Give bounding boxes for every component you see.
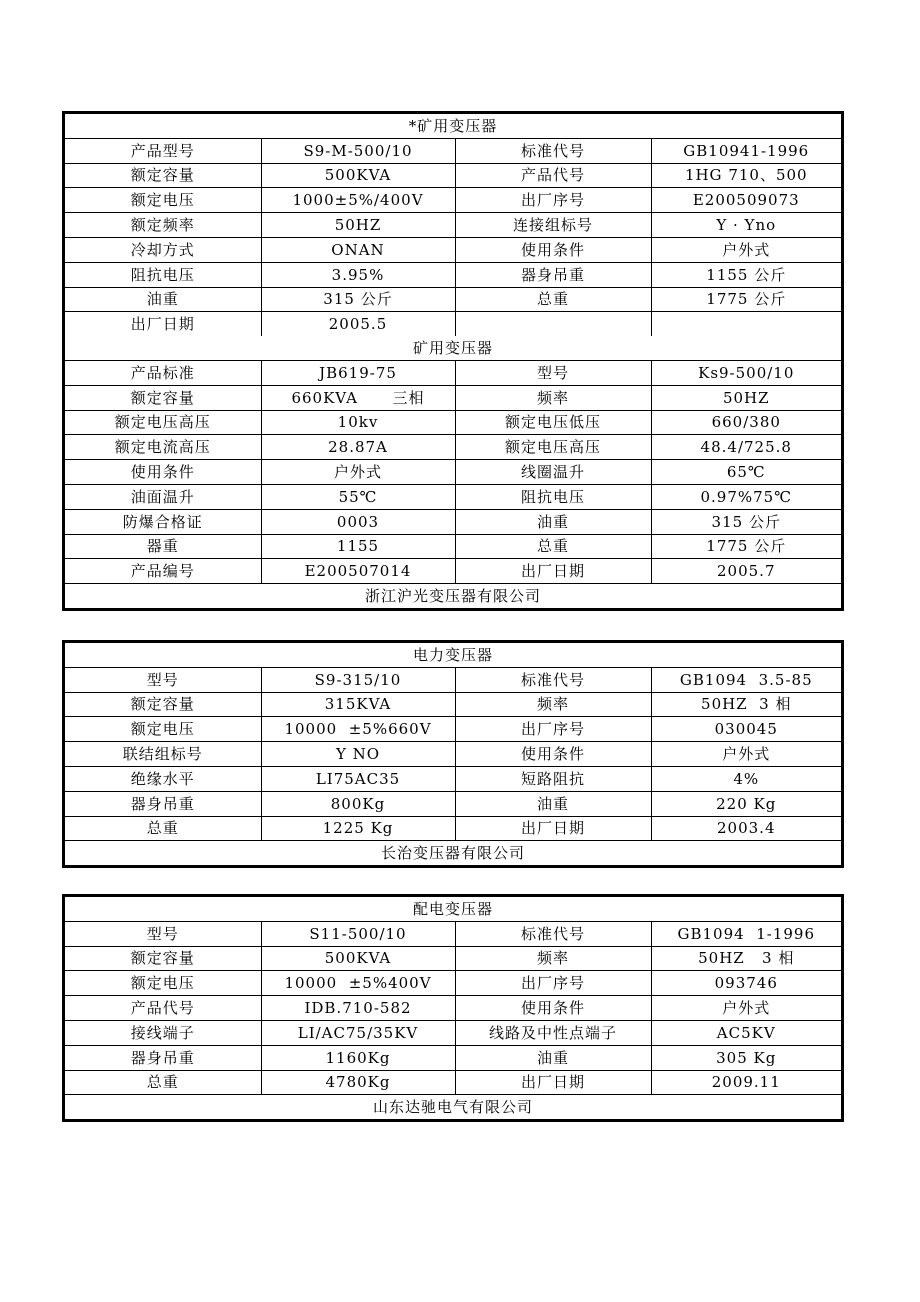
spec-label: 额定容量 (65, 385, 261, 410)
spec-label: 器身吊重 (455, 262, 651, 287)
table-row (65, 262, 841, 287)
spec-value: 500KVA (261, 946, 455, 971)
spec-value: GB1094 1-1996 (651, 921, 841, 946)
table-row (65, 460, 841, 485)
spec-value: 030045 (651, 717, 841, 742)
spec-value: 户外式 (261, 460, 455, 485)
spec-label: 出厂序号 (455, 717, 651, 742)
plate-body-2 (65, 643, 841, 865)
spec-value: LI/AC75/35KV (261, 1020, 455, 1045)
spec-value: 1160Kg (261, 1045, 455, 1070)
plate-title: 配电变压器 (65, 897, 841, 921)
spec-label: 防爆合格证 (65, 509, 261, 534)
spec-value: 315KVA (261, 692, 455, 717)
plate-body-0 (65, 114, 841, 336)
table-row (65, 971, 841, 996)
spec-value: 2005.7 (651, 559, 841, 584)
spec-label: 油重 (455, 791, 651, 816)
table-row (65, 559, 841, 584)
table-row (65, 138, 841, 163)
spec-label: 器身吊重 (65, 1045, 261, 1070)
spec-label: 总重 (455, 534, 651, 559)
spec-value: 2003.4 (651, 816, 841, 841)
spec-label (455, 312, 651, 336)
spec-table-1 (65, 114, 841, 608)
spec-label: 器重 (65, 534, 261, 559)
table-row (65, 816, 841, 841)
spec-value: 50HZ 3 相 (651, 946, 841, 971)
nameplate-distribution-transformer (62, 894, 844, 1122)
spec-label: 额定容量 (65, 163, 261, 188)
table-row (65, 1070, 841, 1095)
spec-label: 绝缘水平 (65, 766, 261, 791)
spec-label: 产品代号 (455, 163, 651, 188)
manufacturer-name-row (65, 841, 841, 865)
spec-label: 标准代号 (455, 667, 651, 692)
spec-label: 使用条件 (455, 237, 651, 262)
spec-value: IDB.710-582 (261, 996, 455, 1021)
spec-value: 500KVA (261, 163, 455, 188)
spec-value: 220 Kg (651, 791, 841, 816)
spec-value: 10000 ±5%400V (261, 971, 455, 996)
table-row (65, 717, 841, 742)
spec-label: 型号 (65, 921, 261, 946)
spec-label: 出厂序号 (455, 188, 651, 213)
spec-label: 型号 (455, 360, 651, 385)
spec-label: 出厂序号 (455, 971, 651, 996)
spec-label: 总重 (65, 1070, 261, 1095)
manufacturer-name: 山东达驰电气有限公司 (65, 1095, 841, 1119)
table-row (65, 667, 841, 692)
spec-value: 0003 (261, 509, 455, 534)
spec-label: 冷却方式 (65, 237, 261, 262)
spec-value: 2009.11 (651, 1070, 841, 1095)
table-row (65, 946, 841, 971)
table-row (65, 692, 841, 717)
spec-value: 315 公斤 (261, 287, 455, 312)
spec-value: GB10941-1996 (651, 138, 841, 163)
table-row (65, 509, 841, 534)
spec-label: 出厂日期 (455, 816, 651, 841)
spec-value: Ks9-500/10 (651, 360, 841, 385)
spec-label: 油面温升 (65, 484, 261, 509)
plate-title: 电力变压器 (65, 643, 841, 667)
spec-value: 2005.5 (261, 312, 455, 336)
spec-value: 55℃ (261, 484, 455, 509)
table-row (65, 163, 841, 188)
spec-value: AC5KV (651, 1020, 841, 1045)
spec-label: 额定电压高压 (455, 435, 651, 460)
table-row (65, 791, 841, 816)
spec-value: 1155 (261, 534, 455, 559)
spec-value: 0.97%75℃ (651, 484, 841, 509)
spec-label: 短路阻抗 (455, 766, 651, 791)
spec-label: 使用条件 (455, 996, 651, 1021)
spec-label: 频率 (455, 692, 651, 717)
spec-value: S11-500/10 (261, 921, 455, 946)
spec-value: 4% (651, 766, 841, 791)
table-row (65, 1045, 841, 1070)
table-row (65, 312, 841, 336)
plate-title: *矿用变压器 (65, 114, 841, 138)
spec-label: 额定电压低压 (455, 410, 651, 435)
table-row (65, 360, 841, 385)
spec-value: S9-315/10 (261, 667, 455, 692)
spec-label: 总重 (455, 287, 651, 312)
spec-label: 线圈温升 (455, 460, 651, 485)
spec-value: 660/380 (651, 410, 841, 435)
spec-value: 1155 公斤 (651, 262, 841, 287)
table-row (65, 410, 841, 435)
spec-value: 48.4/725.8 (651, 435, 841, 460)
spec-label: 出厂日期 (455, 559, 651, 584)
spec-label: 出厂日期 (455, 1070, 651, 1095)
spec-value: Y NO (261, 742, 455, 767)
spec-value: 1775 公斤 (651, 534, 841, 559)
plate-title-row (65, 114, 841, 138)
spec-value: 50HZ 3 相 (651, 692, 841, 717)
spec-value: 1225 Kg (261, 816, 455, 841)
spec-value: 1HG 710、500 (651, 163, 841, 188)
table-row (65, 484, 841, 509)
spec-label: 型号 (65, 667, 261, 692)
manufacturer-name: 浙江沪光变压器有限公司 (65, 584, 841, 608)
spec-value: 093746 (651, 971, 841, 996)
spec-label: 标准代号 (455, 138, 651, 163)
spec-value: 305 Kg (651, 1045, 841, 1070)
plate-title: 矿用变压器 (65, 336, 841, 360)
manufacturer-name-row (65, 1095, 841, 1119)
spec-value: 800Kg (261, 791, 455, 816)
spec-value: LI75AC35 (261, 766, 455, 791)
manufacturer-name: 长治变压器有限公司 (65, 841, 841, 865)
spec-value: 户外式 (651, 237, 841, 262)
plate-title-row (65, 897, 841, 921)
spec-label: 额定电流高压 (65, 435, 261, 460)
spec-value: 660KVA 三相 (261, 385, 455, 410)
spec-value: Y · Yno (651, 213, 841, 238)
manufacturer-name-row (65, 584, 841, 608)
plate-body-1 (65, 336, 841, 608)
table-row (65, 287, 841, 312)
spec-value: 10kv (261, 410, 455, 435)
spec-value: GB1094 3.5-85 (651, 667, 841, 692)
spec-value: 户外式 (651, 742, 841, 767)
table-row (65, 766, 841, 791)
spec-label: 额定频率 (65, 213, 261, 238)
spec-table-3 (65, 897, 841, 1119)
spec-value: 50HZ (261, 213, 455, 238)
table-row (65, 996, 841, 1021)
spec-label: 阻抗电压 (455, 484, 651, 509)
spec-table-2 (65, 643, 841, 865)
spec-label: 产品标准 (65, 360, 261, 385)
spec-label: 额定容量 (65, 946, 261, 971)
spec-label: 频率 (455, 385, 651, 410)
nameplate-mining-transformers (62, 111, 844, 611)
spec-label: 联结组标号 (65, 742, 261, 767)
spec-label: 额定容量 (65, 692, 261, 717)
spec-label: 额定电压高压 (65, 410, 261, 435)
spec-value: E200507014 (261, 559, 455, 584)
table-row (65, 1020, 841, 1045)
spec-label: 线路及中性点端子 (455, 1020, 651, 1045)
spec-label: 产品型号 (65, 138, 261, 163)
spec-label: 接线端子 (65, 1020, 261, 1045)
spec-value (651, 312, 841, 336)
nameplate-power-transformer (62, 640, 844, 868)
spec-label: 油重 (65, 287, 261, 312)
spec-value: 28.87A (261, 435, 455, 460)
spec-value: 65℃ (651, 460, 841, 485)
spec-label: 额定电压 (65, 188, 261, 213)
spec-label: 使用条件 (65, 460, 261, 485)
spec-label: 额定电压 (65, 971, 261, 996)
spec-label: 产品编号 (65, 559, 261, 584)
spec-value: 50HZ (651, 385, 841, 410)
plate-title-row (65, 336, 841, 360)
spec-value: 1000±5%/400V (261, 188, 455, 213)
spec-label: 器身吊重 (65, 791, 261, 816)
table-row (65, 213, 841, 238)
spec-label: 总重 (65, 816, 261, 841)
table-row (65, 385, 841, 410)
spec-label: 额定电压 (65, 717, 261, 742)
spec-value: E200509073 (651, 188, 841, 213)
spec-label: 出厂日期 (65, 312, 261, 336)
spec-value: 3.95% (261, 262, 455, 287)
table-row (65, 237, 841, 262)
spec-label: 产品代号 (65, 996, 261, 1021)
spec-label: 连接组标号 (455, 213, 651, 238)
plate-body-3 (65, 897, 841, 1119)
spec-label: 油重 (455, 509, 651, 534)
spec-value: 10000 ±5%660V (261, 717, 455, 742)
spec-value: 1775 公斤 (651, 287, 841, 312)
spec-value: 315 公斤 (651, 509, 841, 534)
spec-value: JB619-75 (261, 360, 455, 385)
spec-value: S9-M-500/10 (261, 138, 455, 163)
table-row (65, 921, 841, 946)
table-row (65, 742, 841, 767)
spec-label: 标准代号 (455, 921, 651, 946)
spec-value: 4780Kg (261, 1070, 455, 1095)
spec-label: 阻抗电压 (65, 262, 261, 287)
spec-value: ONAN (261, 237, 455, 262)
table-row (65, 188, 841, 213)
table-row (65, 534, 841, 559)
spec-value: 户外式 (651, 996, 841, 1021)
spec-label: 频率 (455, 946, 651, 971)
spec-label: 使用条件 (455, 742, 651, 767)
plate-title-row (65, 643, 841, 667)
spec-label: 油重 (455, 1045, 651, 1070)
table-row (65, 435, 841, 460)
